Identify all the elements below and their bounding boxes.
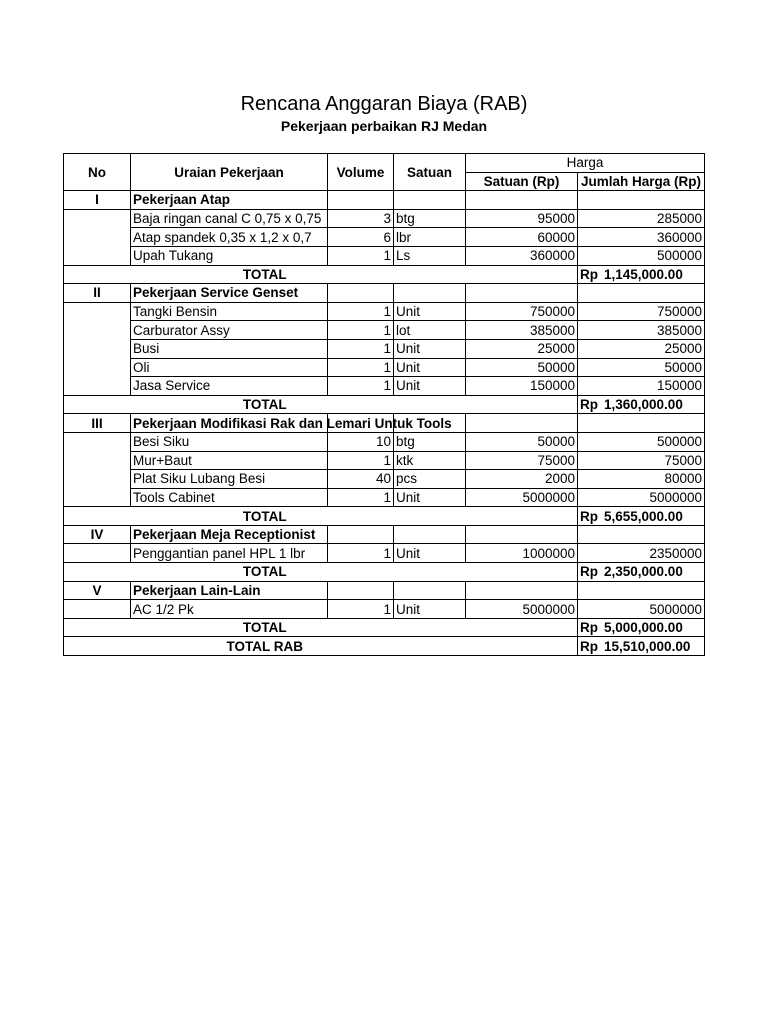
section-total-row: [64, 395, 705, 414]
empty-cell: [394, 191, 466, 210]
item-unit: Unit: [394, 302, 466, 321]
item-unit: Unit: [394, 600, 466, 619]
document-subtitle: Pekerjaan perbaikan RJ Medan: [280, 118, 488, 134]
item-unit-price: 385000: [466, 321, 578, 340]
item-volume: 1: [328, 339, 394, 358]
section-number: I: [64, 191, 131, 210]
item-unit-price: 60000: [466, 228, 578, 247]
empty-cell: [578, 191, 705, 210]
empty-cell: [578, 414, 705, 433]
header-uraian: Uraian Pekerjaan: [131, 154, 328, 191]
item-row: [64, 209, 705, 228]
item-amount: 150000: [578, 377, 705, 396]
item-description: Tools Cabinet: [131, 488, 328, 507]
section-total-value: 5,000,000.00: [604, 620, 683, 636]
empty-cell: [64, 600, 131, 619]
item-amount: 75000: [578, 451, 705, 470]
section-total-row: [64, 618, 705, 637]
grand-total-row: [64, 637, 705, 656]
header-no: No: [64, 154, 131, 191]
item-amount: 500000: [578, 432, 705, 451]
empty-cell: [328, 525, 394, 544]
empty-cell: [394, 581, 466, 600]
empty-cell: [64, 377, 131, 396]
grand-total-cell: [578, 637, 705, 656]
section-row: [64, 525, 705, 544]
section-row: [64, 414, 705, 433]
item-description: Busi: [131, 339, 328, 358]
section-name: Pekerjaan Lain-Lain: [131, 581, 328, 600]
item-volume: 1: [328, 302, 394, 321]
item-row: [64, 358, 705, 377]
item-unit-price: 95000: [466, 209, 578, 228]
section-row: [64, 581, 705, 600]
item-row: [64, 339, 705, 358]
item-description: Jasa Service: [131, 377, 328, 396]
empty-cell: [64, 451, 131, 470]
document-title: Rencana Anggaran Biaya (RAB): [240, 93, 528, 115]
section-total-cell: [578, 265, 705, 284]
empty-cell: [466, 284, 578, 303]
section-total-label: TOTAL: [64, 265, 466, 284]
header-jumlah-harga: Jumlah Harga (Rp): [578, 172, 705, 191]
item-unit-price: 5000000: [466, 488, 578, 507]
table-body: [64, 191, 705, 656]
section-total-label: TOTAL: [64, 563, 466, 582]
empty-cell: [64, 321, 131, 340]
empty-cell: [466, 395, 578, 414]
item-row: [64, 377, 705, 396]
item-unit: btg: [394, 432, 466, 451]
item-row: [64, 302, 705, 321]
empty-cell: [64, 228, 131, 247]
item-row: [64, 544, 705, 563]
section-total-value: 1,145,000.00: [604, 266, 683, 282]
empty-cell: [466, 414, 578, 433]
section-total-cell: [578, 507, 705, 526]
item-unit: Unit: [394, 339, 466, 358]
item-volume: 1: [328, 600, 394, 619]
item-volume: 1: [328, 488, 394, 507]
section-row: [64, 284, 705, 303]
item-unit: lot: [394, 321, 466, 340]
item-unit-price: 150000: [466, 377, 578, 396]
item-volume: 1: [328, 321, 394, 340]
item-description: Plat Siku Lubang Besi: [131, 470, 328, 489]
section-total-cell: [578, 618, 705, 637]
empty-cell: [466, 581, 578, 600]
section-name: Pekerjaan Modifikasi Rak dan Lemari Untuk Tools: [131, 414, 328, 433]
empty-cell: [64, 246, 131, 265]
empty-cell: [64, 302, 131, 321]
item-unit: Ls: [394, 246, 466, 265]
empty-cell: [64, 209, 131, 228]
item-amount: 5000000: [578, 600, 705, 619]
header-harga-satuan: Satuan (Rp): [466, 172, 578, 191]
empty-cell: [466, 191, 578, 210]
item-unit-price: 25000: [466, 339, 578, 358]
item-amount: 500000: [578, 246, 705, 265]
item-amount: 385000: [578, 321, 705, 340]
item-amount: 50000: [578, 358, 705, 377]
item-unit: btg: [394, 209, 466, 228]
item-volume: 6: [328, 228, 394, 247]
empty-cell: [64, 358, 131, 377]
item-unit: lbr: [394, 228, 466, 247]
item-amount: 285000: [578, 209, 705, 228]
currency-label: Rp: [580, 638, 598, 654]
currency-label: Rp: [580, 266, 598, 282]
empty-cell: [64, 470, 131, 489]
item-row: [64, 228, 705, 247]
item-description: Upah Tukang: [131, 246, 328, 265]
item-row: [64, 488, 705, 507]
section-total-cell: [578, 395, 705, 414]
section-total-label: TOTAL: [64, 618, 466, 637]
section-number: II: [64, 284, 131, 303]
currency-label: Rp: [580, 397, 598, 413]
item-volume: 1: [328, 377, 394, 396]
item-row: [64, 321, 705, 340]
table-header: [64, 154, 705, 191]
item-amount: 25000: [578, 339, 705, 358]
empty-cell: [328, 284, 394, 303]
item-volume: 1: [328, 544, 394, 563]
header-satuan: Satuan: [394, 154, 466, 191]
section-total-row: [64, 507, 705, 526]
item-unit-price: 1000000: [466, 544, 578, 563]
section-total-row: [64, 265, 705, 284]
empty-cell: [466, 563, 578, 582]
section-total-row: [64, 563, 705, 582]
item-volume: 1: [328, 246, 394, 265]
item-unit: Unit: [394, 488, 466, 507]
item-unit-price: 75000: [466, 451, 578, 470]
item-description: Penggantian panel HPL 1 lbr: [131, 544, 328, 563]
currency-label: Rp: [580, 508, 598, 524]
section-name: Pekerjaan Atap: [131, 191, 328, 210]
item-unit-price: 5000000: [466, 600, 578, 619]
item-unit-price: 750000: [466, 302, 578, 321]
section-total-label: TOTAL: [64, 395, 466, 414]
section-total-value: 5,655,000.00: [604, 508, 683, 524]
item-amount: 2350000: [578, 544, 705, 563]
empty-cell: [466, 637, 578, 656]
empty-cell: [394, 284, 466, 303]
header-volume: Volume: [328, 154, 394, 191]
item-description: Baja ringan canal C 0,75 x 0,75: [131, 209, 328, 228]
item-unit: Unit: [394, 544, 466, 563]
item-description: Tangki Bensin: [131, 302, 328, 321]
section-number: IV: [64, 525, 131, 544]
empty-cell: [578, 284, 705, 303]
item-unit-price: 50000: [466, 432, 578, 451]
item-volume: 3: [328, 209, 394, 228]
empty-cell: [64, 488, 131, 507]
empty-cell: [466, 507, 578, 526]
currency-label: Rp: [580, 620, 598, 636]
section-name: Pekerjaan Service Genset: [131, 284, 328, 303]
empty-cell: [328, 581, 394, 600]
empty-cell: [394, 525, 466, 544]
item-description: Besi Siku: [131, 432, 328, 451]
currency-label: Rp: [580, 564, 598, 580]
section-total-cell: [578, 563, 705, 582]
item-description: Oli: [131, 358, 328, 377]
item-volume: 1: [328, 358, 394, 377]
empty-cell: [328, 191, 394, 210]
item-amount: 360000: [578, 228, 705, 247]
rab-table: [63, 153, 705, 656]
item-volume: 1: [328, 451, 394, 470]
item-unit: Unit: [394, 358, 466, 377]
empty-cell: [64, 544, 131, 563]
item-unit: Unit: [394, 377, 466, 396]
item-unit: pcs: [394, 470, 466, 489]
item-volume: 40: [328, 470, 394, 489]
item-description: Carburator Assy: [131, 321, 328, 340]
item-amount: 750000: [578, 302, 705, 321]
empty-cell: [64, 432, 131, 451]
item-amount: 80000: [578, 470, 705, 489]
section-total-label: TOTAL: [64, 507, 466, 526]
empty-cell: [466, 525, 578, 544]
item-description: Atap spandek 0,35 x 1,2 x 0,7: [131, 228, 328, 247]
section-name: Pekerjaan Meja Receptionist: [131, 525, 328, 544]
item-unit-price: 50000: [466, 358, 578, 377]
section-total-value: 2,350,000.00: [604, 564, 683, 580]
empty-cell: [578, 525, 705, 544]
grand-total-label: TOTAL RAB: [64, 637, 466, 656]
empty-cell: [578, 581, 705, 600]
section-row: [64, 191, 705, 210]
section-total-value: 1,360,000.00: [604, 397, 683, 413]
item-volume: 10: [328, 432, 394, 451]
item-row: [64, 470, 705, 489]
item-row: [64, 246, 705, 265]
empty-cell: [466, 265, 578, 284]
section-number: III: [64, 414, 131, 433]
item-description: Mur+Baut: [131, 451, 328, 470]
item-row: [64, 600, 705, 619]
item-amount: 5000000: [578, 488, 705, 507]
item-unit-price: 360000: [466, 246, 578, 265]
empty-cell: [64, 339, 131, 358]
empty-cell: [466, 618, 578, 637]
item-description: AC 1/2 Pk: [131, 600, 328, 619]
grand-total-value: 15,510,000.00: [604, 638, 691, 654]
item-row: [64, 451, 705, 470]
section-number: V: [64, 581, 131, 600]
item-unit-price: 2000: [466, 470, 578, 489]
item-row: [64, 432, 705, 451]
header-harga: Harga: [466, 154, 705, 173]
item-unit: ktk: [394, 451, 466, 470]
